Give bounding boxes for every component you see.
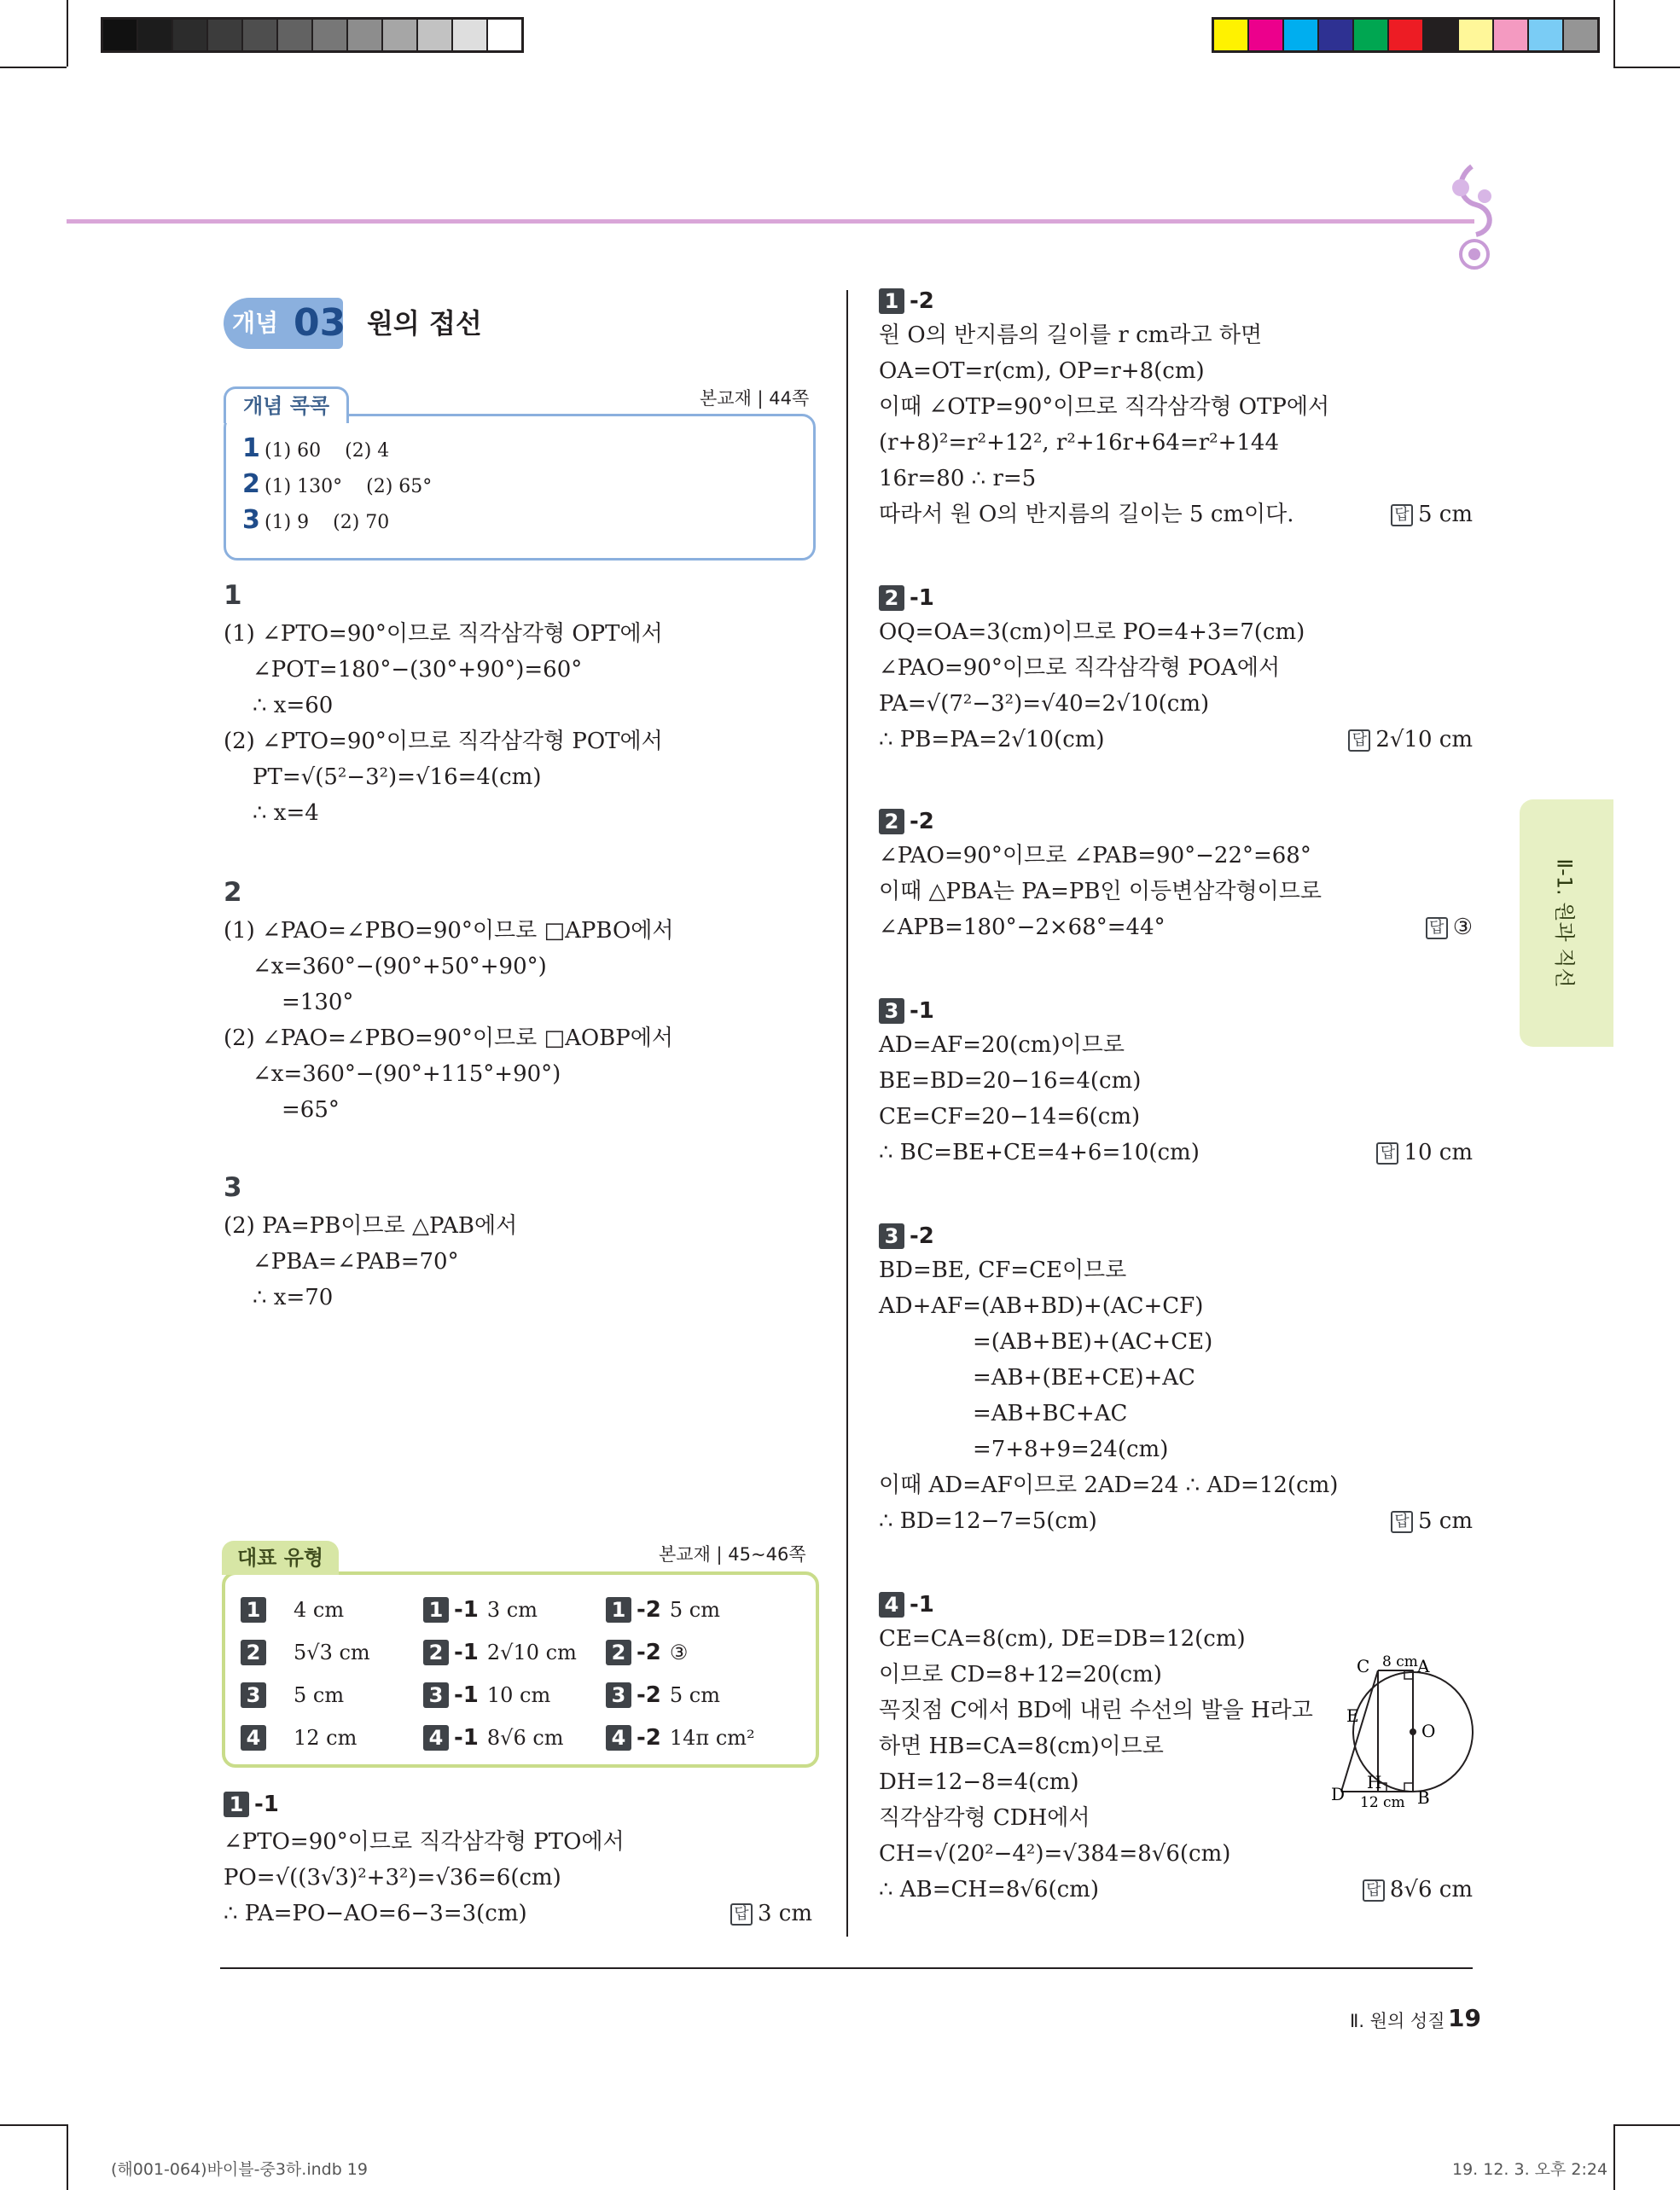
solution-1-1 — [224, 1792, 812, 1931]
problem-subnumber: -2 — [637, 1725, 661, 1751]
solution-line: 16r=80 ∴ r=5 — [879, 466, 1037, 491]
rep-answer: 3 cm — [486, 1598, 538, 1622]
tangent-trapezoid-figure — [1331, 1653, 1485, 1815]
crop-mark — [0, 67, 67, 68]
label-d: D — [1331, 1784, 1346, 1804]
rep-cell — [606, 1725, 788, 1751]
solution-line: ∠PTO=90°이므로 직각삼각형 PTO에서 — [224, 1829, 625, 1855]
solution-line: ∴ AB=CH=8√6(cm) 답 8√6 cm — [879, 1872, 1473, 1908]
concept-page-ref: 본교재 | 44쪽 — [700, 388, 810, 409]
problem-number: 2 — [879, 809, 904, 834]
solution-line: (2) PA=PB이므로 △PAB에서 — [224, 1213, 518, 1239]
footer-rule — [220, 1967, 1473, 1969]
rep-cell — [606, 1682, 788, 1708]
solution-line: ∠x=360°−(90°+115°+90°) — [253, 1061, 561, 1087]
concept-answer-row — [242, 469, 432, 505]
problem-number: 1 — [224, 580, 242, 611]
crop-mark — [1613, 67, 1680, 68]
solution-line: ∠APB=180°−2×68°=44° 답 ③ — [879, 909, 1473, 945]
answer: 답 5 cm — [1391, 1503, 1473, 1539]
chapter-side-tab-label: Ⅱ-1. 원과 직선 — [1552, 858, 1577, 988]
solution-line: BD=BE, CF=CE이므로 — [879, 1258, 1127, 1283]
rep-cell — [423, 1640, 606, 1665]
rep-answer: 5 cm — [294, 1683, 345, 1707]
rep-cell — [241, 1725, 423, 1751]
concept-answer-number: 2 — [242, 469, 260, 499]
solution-line: (r+8)²=r²+12², r²+16r+64=r²+144 — [879, 430, 1279, 456]
solution-line: PT=√(5²−3²)=√16=4(cm) — [253, 764, 542, 790]
top-length: 8 cm — [1382, 1653, 1418, 1670]
concept-answers — [242, 433, 432, 541]
solution-line: CE=CF=20−14=6(cm) — [879, 1104, 1141, 1130]
rep-answer: 10 cm — [486, 1683, 551, 1707]
problem-subnumber: -1 — [254, 1792, 279, 1817]
problem-number: 1 — [423, 1597, 449, 1623]
rep-answer: 14π cm² — [669, 1726, 755, 1750]
solution-header — [879, 809, 1473, 834]
solution-block — [224, 877, 812, 1128]
problem-number: 4 — [423, 1725, 449, 1751]
problem-subnumber: -2 — [637, 1597, 661, 1623]
solution-line: =AB+BC+AC — [973, 1401, 1128, 1426]
solution-line: AD=AF=20(cm)이므로 — [879, 1032, 1125, 1058]
rep-page-ref: 본교재 | 45~46쪽 — [659, 1544, 806, 1565]
solution-line: CH=√(20²−4²)=√384=8√6(cm) — [879, 1841, 1231, 1867]
bottom-length: 12 cm — [1360, 1794, 1405, 1811]
rep-cell — [423, 1597, 606, 1623]
solution-header — [879, 1223, 1473, 1249]
rep-answer: 8√6 cm — [486, 1726, 564, 1750]
rep-cell — [423, 1725, 606, 1751]
rep-cell — [606, 1597, 788, 1623]
print-date-info: 19. 12. 3. 오후 2:24 — [1452, 2160, 1608, 2179]
rep-answer-grid — [241, 1589, 788, 1759]
problem-subnumber: -1 — [454, 1640, 479, 1665]
problem-number: 3 — [879, 998, 904, 1024]
solution-block — [879, 809, 1473, 945]
process-color-bar — [1212, 17, 1600, 53]
solution-line: =65° — [282, 1097, 340, 1123]
answer-mark-icon: 답 — [1391, 1511, 1413, 1533]
concept-answer-text: (1) 9 (2) 70 — [264, 512, 390, 533]
crop-mark — [67, 2124, 68, 2190]
solution-line: 원 O의 반지름의 길이를 r cm라고 하면 — [879, 322, 1263, 348]
solution-line: ∴ PA=PO−AO=6−3=3(cm) 답 3 cm — [224, 1896, 812, 1931]
solution-header — [879, 998, 1473, 1024]
answer-mark-icon: 답 — [1391, 504, 1413, 526]
solution-line: 꼭짓점 C에서 BD에 내린 수선의 발을 H라고 — [879, 1698, 1313, 1723]
solution-line: =130° — [282, 990, 354, 1015]
solution-line: DH=12−8=4(cm) — [879, 1769, 1079, 1795]
rep-row — [241, 1631, 788, 1674]
concept-answer-text: (1) 130° (2) 65° — [264, 476, 433, 497]
solution-line: ∴ x=60 — [253, 693, 334, 718]
crop-mark — [1613, 2124, 1615, 2190]
solution-line: BE=BD=20−16=4(cm) — [879, 1068, 1142, 1094]
solution-line: ∴ BC=BE+CE=4+6=10(cm) 답 10 cm — [879, 1135, 1473, 1171]
problem-subnumber: -2 — [910, 288, 934, 314]
problem-number: 4 — [879, 1592, 904, 1618]
solution-line: CE=CA=8(cm), DE=DB=12(cm) — [879, 1626, 1246, 1652]
solution-line: (2) ∠PTO=90°이므로 직각삼각형 POT에서 — [224, 729, 663, 754]
solution-line: OA=OT=r(cm), OP=r+8(cm) — [879, 358, 1205, 384]
label-h: H — [1367, 1772, 1382, 1792]
problem-number: 1 — [224, 1792, 249, 1817]
answer: 답 2√10 cm — [1348, 722, 1473, 758]
problem-number: 4 — [241, 1725, 266, 1751]
label-o: O — [1421, 1721, 1436, 1741]
answer: 답 8√6 cm — [1363, 1872, 1473, 1908]
problem-subnumber: -1 — [454, 1725, 479, 1751]
solution-block — [879, 288, 1473, 532]
label-a: A — [1417, 1656, 1430, 1676]
solution-line: ∠PBA=∠PAB=70° — [253, 1249, 459, 1275]
crop-mark — [0, 2124, 67, 2126]
rep-answer: 2√10 cm — [486, 1641, 577, 1664]
solution-line: OQ=OA=3(cm)이므로 PO=4+3=7(cm) — [879, 619, 1305, 645]
answer-mark-icon: 답 — [1348, 729, 1370, 752]
solution-line: (1) ∠PTO=90°이므로 직각삼각형 OPT에서 — [224, 621, 663, 647]
section-title: 원의 접선 — [367, 307, 482, 340]
concept-badge-label: 개념 — [232, 309, 279, 337]
solution-line: (1) ∠PAO=∠PBO=90°이므로 □APBO에서 — [224, 918, 674, 944]
rep-answer: 5√3 cm — [294, 1641, 370, 1664]
problem-subnumber: -1 — [454, 1682, 479, 1708]
solution-block — [879, 998, 1473, 1171]
solution-line: =7+8+9=24(cm) — [973, 1437, 1169, 1462]
rep-answer: 5 cm — [669, 1683, 720, 1707]
answer: 답 ③ — [1426, 909, 1473, 945]
problem-subnumber: -1 — [454, 1597, 479, 1623]
problem-number: 2 — [606, 1640, 631, 1665]
crop-mark — [1613, 2124, 1680, 2126]
answer-mark-icon: 답 — [730, 1903, 753, 1926]
solution-line: 이때 AD=AF이므로 2AD=24 ∴ AD=12(cm) — [879, 1473, 1339, 1498]
concept-answer-row — [242, 433, 432, 469]
answer-mark-icon: 답 — [1376, 1142, 1398, 1165]
answer-mark-icon: 답 — [1363, 1879, 1385, 1902]
solution-line: ∠PAO=90°이므로 직각삼각형 POA에서 — [879, 655, 1281, 681]
problem-subnumber: -2 — [910, 1223, 934, 1249]
problem-subnumber: -1 — [910, 1592, 934, 1618]
solution-line: 이므로 CD=8+12=20(cm) — [879, 1662, 1162, 1688]
rep-row — [241, 1717, 788, 1759]
footer-chapter: Ⅱ. 원의 성질 — [1350, 2011, 1445, 2031]
rep-answer: 12 cm — [294, 1726, 358, 1750]
problem-number: 3 — [423, 1682, 449, 1708]
grayscale-color-bar — [101, 17, 524, 53]
answer: 답 5 cm — [1391, 497, 1473, 532]
problem-number: 2 — [879, 585, 904, 611]
page-number: 19 — [1448, 2004, 1481, 2032]
crop-mark — [67, 0, 68, 67]
concept-number: 03 — [294, 301, 346, 345]
rep-row — [241, 1674, 788, 1717]
solution-line: ∠PAO=90°이므로 ∠PAB=90°−22°=68° — [879, 843, 1311, 868]
solution-line: PA=√(7²−3²)=√40=2√10(cm) — [879, 691, 1210, 717]
rep-cell — [606, 1640, 788, 1665]
solution-line: 이때 △PBA는 PA=PB인 이등변삼각형이므로 — [879, 879, 1322, 904]
problem-number: 3 — [224, 1172, 242, 1203]
solution-line: ∴ BD=12−7=5(cm) 답 5 cm — [879, 1503, 1473, 1539]
solution-header — [879, 288, 1473, 314]
answer: 답 10 cm — [1376, 1135, 1473, 1171]
label-c: C — [1357, 1656, 1370, 1676]
solution-line: 하면 HB=CA=8(cm)이므로 — [879, 1734, 1164, 1759]
solution-line: =(AB+BE)+(AC+CE) — [973, 1329, 1213, 1355]
problem-number: 1 — [241, 1597, 266, 1623]
solution-line: ∴ PB=PA=2√10(cm) 답 2√10 cm — [879, 722, 1473, 758]
problem-subnumber: -2 — [637, 1682, 661, 1708]
solution-line: =AB+(BE+CE)+AC — [973, 1365, 1195, 1391]
solution-line: (2) ∠PAO=∠PBO=90°이므로 □AOBP에서 — [224, 1025, 674, 1051]
crop-mark — [1613, 0, 1615, 67]
rep-answer: ③ — [669, 1641, 689, 1664]
print-file-info: (해001-064)바이블-중3하.indb 19 — [111, 2160, 368, 2179]
concept-check-tab: 개념 콕콕 — [224, 386, 349, 423]
answer: 답 3 cm — [730, 1896, 812, 1931]
problem-number: 3 — [241, 1682, 266, 1708]
header-rule — [67, 219, 1474, 224]
solution-line: ∴ x=70 — [253, 1285, 334, 1310]
solution-line: 따라서 원 O의 반지름의 길이는 5 cm이다. 답 5 cm — [879, 497, 1473, 532]
left-solutions — [224, 580, 812, 1360]
concept-answer-number: 3 — [242, 505, 260, 535]
solution-block — [224, 580, 812, 831]
answer-mark-icon: 답 — [1426, 917, 1448, 939]
rep-cell — [241, 1682, 423, 1708]
rep-answer: 4 cm — [294, 1598, 345, 1622]
problem-number: 2 — [423, 1640, 449, 1665]
label-e: E — [1346, 1705, 1359, 1726]
rep-row — [241, 1589, 788, 1631]
solution-line: 직각삼각형 CDH에서 — [879, 1805, 1090, 1831]
problem-subnumber: -2 — [910, 809, 934, 834]
problem-number: 2 — [224, 877, 242, 908]
solution-header — [879, 1592, 1473, 1618]
problem-subnumber: -2 — [637, 1640, 661, 1665]
concept-answer-number: 1 — [242, 433, 260, 463]
solution-line: 이때 ∠OTP=90°이므로 직각삼각형 OTP에서 — [879, 394, 1330, 420]
solution-block — [879, 585, 1473, 758]
solution-line: ∠POT=180°−(30°+90°)=60° — [253, 657, 583, 683]
rep-cell — [241, 1597, 423, 1623]
problem-subnumber: -1 — [910, 998, 934, 1024]
solution-line: PO=√((3√3)²+3²)=√36=6(cm) — [224, 1865, 561, 1891]
solution-line: AD+AF=(AB+BD)+(AC+CF) — [879, 1293, 1204, 1319]
solution-line: ∴ x=4 — [253, 800, 319, 826]
concept-answer-row — [242, 505, 432, 541]
concept-answer-text: (1) 60 (2) 4 — [264, 440, 390, 462]
column-divider — [846, 290, 848, 1937]
problem-number: 4 — [606, 1725, 631, 1751]
problem-number: 1 — [606, 1597, 631, 1623]
problem-number: 3 — [606, 1682, 631, 1708]
solution-header — [879, 585, 1473, 611]
swirl-ornament-icon — [1442, 162, 1502, 273]
problem-number: 2 — [241, 1640, 266, 1665]
solution-block — [224, 1172, 812, 1316]
problem-subnumber: -1 — [910, 585, 934, 611]
label-b: B — [1417, 1787, 1430, 1808]
solution-line: ∠x=360°−(90°+50°+90°) — [253, 954, 547, 979]
rep-cell — [241, 1640, 423, 1665]
rep-answer: 5 cm — [669, 1598, 720, 1622]
problem-number: 3 — [879, 1223, 904, 1249]
rep-types-tab: 대표 유형 — [222, 1541, 339, 1575]
rep-cell — [423, 1682, 606, 1708]
problem-number: 1 — [879, 288, 904, 314]
solution-block — [879, 1223, 1473, 1539]
